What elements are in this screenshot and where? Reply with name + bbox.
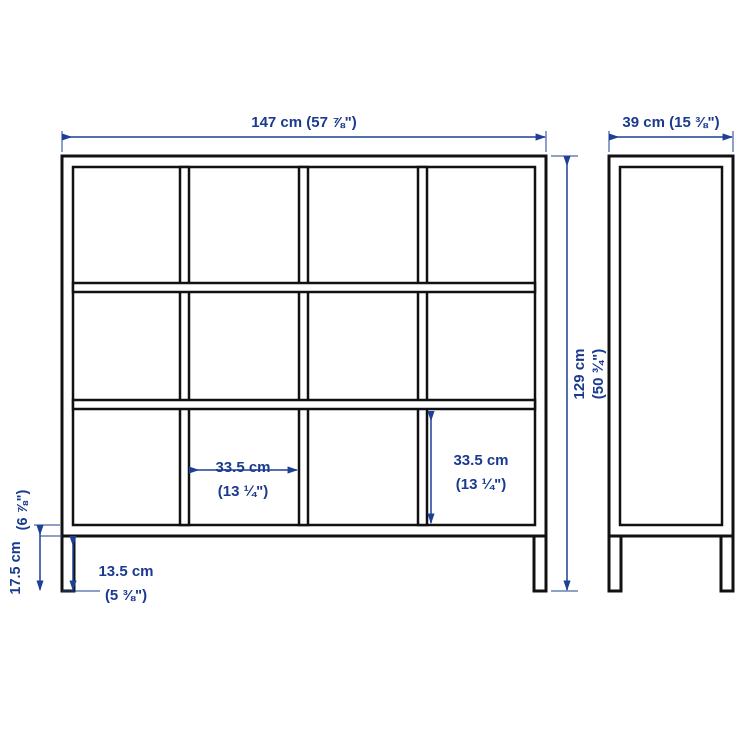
side-depth-label: 39 cm (15 ⅜") xyxy=(622,114,720,131)
leg-height-label-line1: 13.5 cm xyxy=(98,563,154,580)
base-height-label-line2: (6 ⅞") xyxy=(15,489,31,531)
leg-height-label-line2: (5 ⅜") xyxy=(104,587,148,604)
front-view-graphic xyxy=(62,156,546,591)
side-view-graphic xyxy=(609,156,733,591)
base-height-label-line1: 17.5 cm xyxy=(8,541,24,595)
compartment-width-label-line1: 33.5 cm xyxy=(215,459,271,476)
total-height-label-line2: (50 ¾") xyxy=(590,348,607,400)
compartment-height-label-line1: 33.5 cm xyxy=(453,452,509,469)
compartment-width-label-line2: (13 ¼") xyxy=(217,483,269,500)
compartment-height-label-line2: (13 ¼") xyxy=(455,476,507,493)
front-width-label: 147 cm (57 ⅞") xyxy=(251,114,357,131)
total-height-label-line1: 129 cm xyxy=(571,348,588,400)
